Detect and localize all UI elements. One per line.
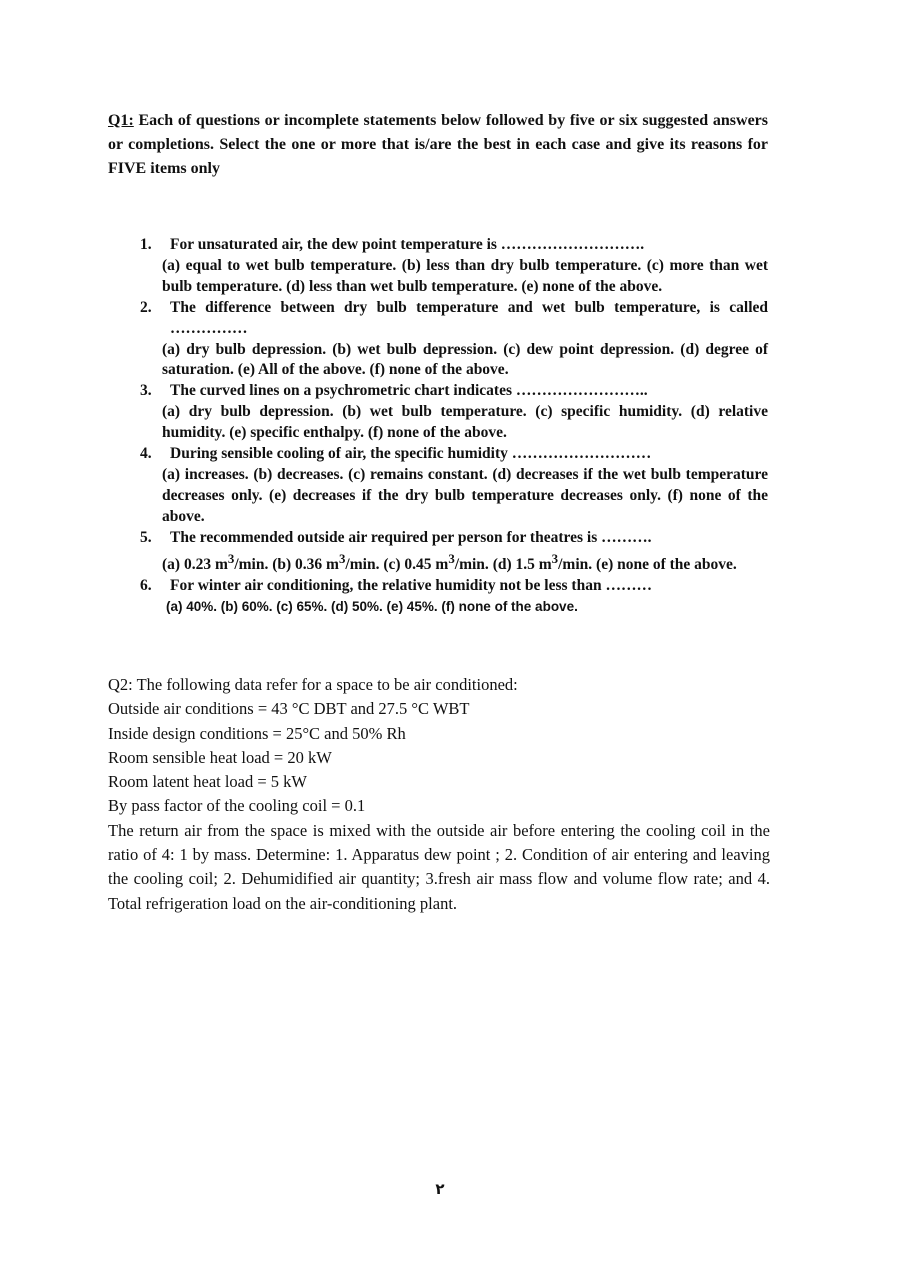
q1-instructions [108, 109, 768, 181]
question-stem: During sensible cooling of air, the specific humidity ……………………… [170, 445, 652, 463]
option-b-unit: /min. [345, 555, 384, 573]
q2-inside-conditions: Inside design conditions = 25°C and 50% Rh [108, 723, 406, 743]
q2-bypass-factor: By pass factor of the cooling coil = 0.1 [108, 796, 366, 816]
question-number: 5. [140, 528, 152, 546]
question-stem: The curved lines on a psychrometric chart indicates …………………….. [170, 382, 648, 400]
option-d-unit: /min. [558, 555, 593, 573]
question-5 [140, 528, 768, 576]
question-6 [140, 576, 768, 618]
unit-exponent: 3 [338, 550, 346, 566]
page-number: ٢ [435, 1180, 445, 1198]
option-a: (a) 0.23 m [162, 555, 228, 573]
question-4 [140, 444, 768, 528]
question-stem: For unsaturated air, the dew point temperature is ………………………. [170, 236, 645, 253]
q2-latent-load: Room latent heat load = 5 kW [108, 772, 308, 792]
q2-outside-conditions: Outside air conditions = 43 °C DBT and 27.5 °C WBT [108, 699, 470, 719]
option-c: (c) 0.45 m [383, 555, 449, 573]
q1-label: Q1: [108, 112, 134, 129]
option-e: (e) none of the above. [592, 555, 737, 573]
question-stem: The recommended outside air required per person for theatres is ………. [170, 528, 652, 546]
unit-exponent: 3 [227, 550, 235, 566]
question-options: (a) dry bulb depression. (b) wet bulb temperature. (c) specific humidity. (d) relative humidity. (e) specific enthalpy. (f) none of the above. [162, 403, 768, 442]
question-1 [140, 235, 768, 298]
question-options: (a) dry bulb depression. (b) wet bulb depression. (c) dew point depression. (d) degree of saturation. (e) All of the above. (f) none of the above. [162, 340, 768, 379]
q2-heading: Q2: The following data refer for a space to be air conditioned: [108, 675, 518, 694]
question-number: 1. [140, 236, 152, 253]
option-b: (b) 0.36 m [272, 555, 339, 573]
question-options: (a) equal to wet bulb temperature. (b) less than dry bulb temperature. (c) more than wet bulb temperature. (d) less than wet bulb temperature. (e) none of the above. [162, 256, 768, 295]
option-d: (d) 1.5 m [492, 555, 552, 573]
option-a-unit: /min. [234, 555, 273, 573]
question-stem: The difference between dry bulb temperature and wet bulb temperature, is called …………… [170, 298, 768, 337]
q2-sensible-load: Room sensible heat load = 20 kW [108, 747, 332, 767]
q2-task-paragraph: The return air from the space is mixed with the outside air before entering the cooling coil in the ratio of 4: 1 by mass. Determine: 1. Apparatus dew point ; 2. Condition of air entering and leaving the cooling coil; 2. Dehumidified air quantity; 3.fresh air mass flow and volume flow rate; and 4. Total refrigeration load on the air-conditioning plant. [108, 820, 770, 913]
question-number: 6. [140, 576, 152, 594]
unit-exponent: 3 [448, 550, 455, 566]
question-stem: For winter air conditioning, the relative humidity not be less than ……… [170, 576, 652, 594]
question-number: 4. [140, 445, 152, 463]
question-2 [140, 298, 768, 382]
option-c-unit: /min. [454, 555, 493, 573]
question-options [162, 549, 768, 576]
question-3 [140, 381, 768, 444]
q2-section [108, 673, 770, 916]
q1-question-list [140, 235, 768, 617]
question-number: 2. [140, 298, 152, 316]
q1-intro-text: Each of questions or incomplete statements below followed by five or six suggested answers or completions. Select the one or more that is/are the best in each case and give its reasons for FIVE items only [108, 112, 769, 177]
unit-exponent: 3 [551, 550, 559, 566]
question-options: (a) 40%. (b) 60%. (c) 65%. (d) 50%. (e) 45%. (f) none of the above. [166, 598, 578, 614]
question-options: (a) increases. (b) decreases. (c) remains constant. (d) decreases if the wet bulb temperature decreases only. (e) decreases if the dry bulb temperature decreases only. (f) none of the above. [162, 465, 768, 525]
question-number: 3. [140, 382, 152, 400]
